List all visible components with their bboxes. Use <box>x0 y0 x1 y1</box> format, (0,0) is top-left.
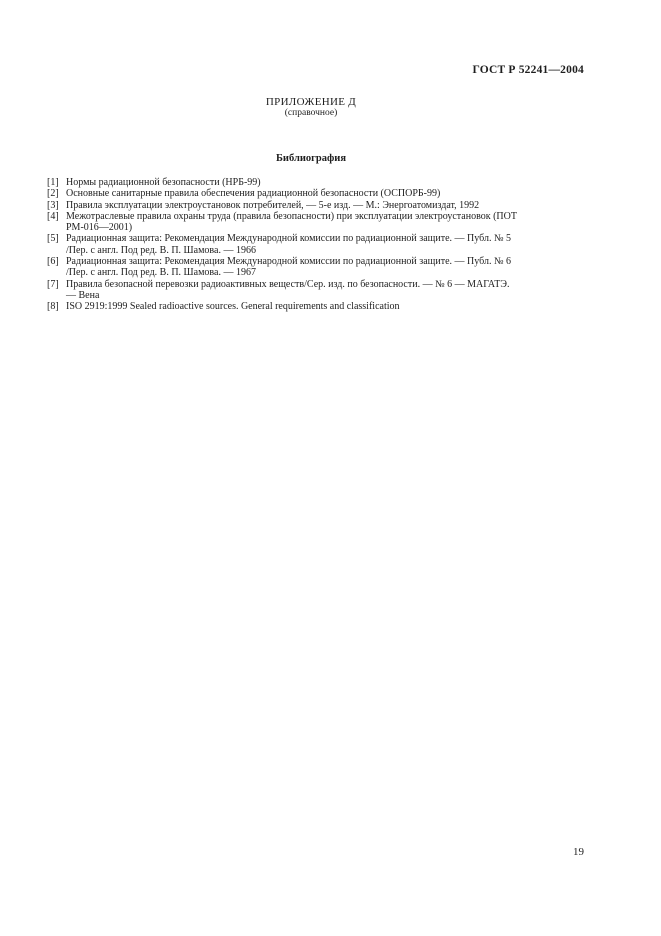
bibliography-item-line: РМ-016—2001) <box>66 222 133 234</box>
bibliography-item-line: ISO 2919:1999 Sealed radioactive sources. General requirements and classification <box>66 301 400 313</box>
bibliography-item <box>47 256 584 279</box>
bibliography-title: Библиография <box>275 153 347 164</box>
bibliography-item-line: /Пер. с англ. Под ред. В. П. Шамова. — 1967 <box>66 267 256 279</box>
bibliography-item <box>47 188 584 199</box>
bibliography-item-line: — Вена <box>66 289 100 301</box>
bibliography-item <box>47 301 584 312</box>
bibliography-item-text <box>66 188 584 199</box>
bibliography-item <box>47 233 584 256</box>
bibliography-item-line: Правила эксплуатации электроустановок потребителей, — 5-е изд. — М.: Энергоатомиздат, 1992 <box>66 199 480 211</box>
bibliography-item-line: Правила безопасной перевозки радиоактивных веществ/Сер. изд. по безопасности. — № 6 — МАГАТЭ. <box>66 278 510 290</box>
bibliography-list <box>47 177 584 313</box>
bibliography-item-line: Радиационная защита: Рекомендация Международной комиссии по радиационной защите. — Публ. № 6 <box>66 256 511 268</box>
bibliography-item <box>47 177 584 188</box>
page-number: 19 <box>573 846 584 858</box>
bibliography-item-number: [6] <box>47 256 59 268</box>
bibliography-item-number: [4] <box>47 210 59 222</box>
bibliography-item-line: /Пер. с англ. Под ред. В. П. Шамова. — 1966 <box>66 244 256 256</box>
bibliography-item-line: Нормы радиационной безопасности (НРБ-99) <box>66 177 261 188</box>
bibliography-item-line: Радиационная защита: Рекомендация Международной комиссии по радиационной защите. — Публ. № 5 <box>66 233 511 245</box>
bibliography-item-text <box>66 301 584 312</box>
document-code: ГОСТ Р 52241—2004 <box>472 64 584 76</box>
annex-title: ПРИЛОЖЕНИЕ Д <box>265 96 357 108</box>
bibliography-item-number: [2] <box>47 188 59 200</box>
bibliography-item-text <box>66 211 584 234</box>
bibliography-item <box>47 211 584 234</box>
bibliography-item-line: Межотраслевые правила охраны труда (правила безопасности) при эксплуатации электроустановок (ПОТ <box>66 210 517 222</box>
bibliography-item <box>47 200 584 211</box>
bibliography-item-text <box>66 177 584 188</box>
bibliography-item-number: [5] <box>47 233 59 245</box>
bibliography-item-text <box>66 256 584 279</box>
bibliography-item-text <box>66 279 584 302</box>
bibliography-item-text <box>66 233 584 256</box>
bibliography-item-number: [1] <box>47 177 59 188</box>
bibliography-item-number: [8] <box>47 301 59 313</box>
bibliography-item-text <box>66 200 584 211</box>
annex-subtitle: (справочное) <box>284 108 338 118</box>
bibliography-item-line: Основные санитарные правила обеспечения радиационной безопасности (ОСПОРБ-99) <box>66 188 441 200</box>
bibliography-item-number: [3] <box>47 199 59 211</box>
bibliography-item-number: [7] <box>47 278 59 290</box>
bibliography-item <box>47 279 584 302</box>
